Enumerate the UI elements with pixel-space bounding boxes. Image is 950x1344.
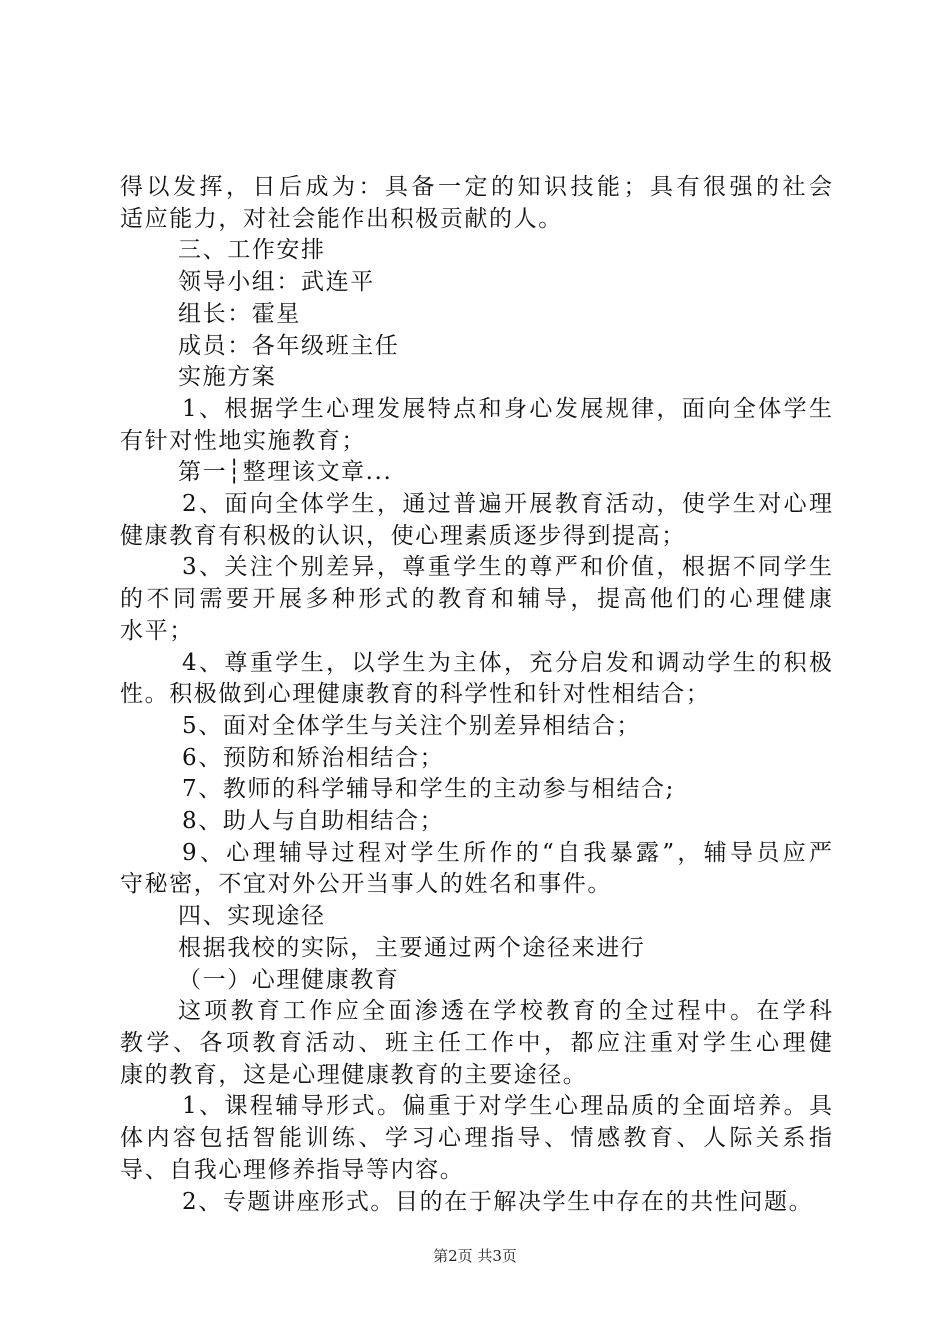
text-line: 9、心理辅导过程对学生所作的“自我暴露”，辅导员应严 xyxy=(182,839,832,866)
text-line: 的不同需要开展多种形式的教育和辅导，提高他们的心理健康 xyxy=(120,586,832,613)
text-line: 4、尊重学生，以学生为主体，充分启发和调动学生的积极 xyxy=(182,649,832,676)
subsection-heading: 实施方案 xyxy=(178,364,277,391)
page-number-footer: 第2页 共3页 xyxy=(433,1247,517,1265)
section-heading: 四、实现途径 xyxy=(178,903,326,930)
text-line: 守秘密，不宜对外公开当事人的姓名和事件。 xyxy=(120,871,612,898)
subsection-heading: （一）心理健康教育 xyxy=(178,966,400,993)
document-body xyxy=(120,172,832,1218)
text-line: 性。积极做到心理健康教育的科学性和针对性相结合； xyxy=(120,681,711,708)
text-line: 第一┆整理该文章... xyxy=(178,459,393,486)
text-line: 5、面对全体学生与关注个别差异相结合； xyxy=(182,712,642,739)
text-line: 根据我校的实际，主要通过两个途径来进行 xyxy=(178,934,646,961)
text-line: 3、关注个别差异，尊重学生的尊严和价值，根据不同学生 xyxy=(182,554,832,581)
text-line: 组长：霍星 xyxy=(178,300,301,327)
text-line: 导、自我心理修养指导等内容。 xyxy=(120,1156,465,1183)
text-line: 这项教育工作应全面渗透在学校教育的全过程中。在学科 xyxy=(178,998,832,1025)
text-line: 成员：各年级班主任 xyxy=(178,332,400,359)
text-line: 得以发挥，日后成为：具备一定的知识技能；具有很强的社会 xyxy=(120,174,832,200)
section-heading: 三、工作安排 xyxy=(178,237,326,264)
text-line: 有针对性地实施教育； xyxy=(120,427,366,454)
text-line: 2、专题讲座形式。目的在于解决学生中存在的共性问题。 xyxy=(182,1188,814,1215)
text-line: 体内容包括智能训练、学习心理指导、情感教育、人际关系指 xyxy=(120,1125,832,1152)
text-line: 6、预防和矫治相结合； xyxy=(182,744,445,771)
text-line: 教学、各项教育活动、班主任工作中，都应注重对学生心理健 xyxy=(120,1029,832,1056)
text-line: 1、根据学生心理发展特点和身心发展规律，面向全体学生 xyxy=(182,395,832,422)
text-line: 8、助人与自助相结合； xyxy=(182,808,445,835)
text-line: 7、教师的科学辅导和学生的主动参与相结合; xyxy=(182,776,675,803)
text-line: 1、课程辅导形式。偏重于对学生心理品质的全面培养。具 xyxy=(182,1093,832,1120)
text-line: 健康教育有积极的认识，使心理素质逐步得到提高； xyxy=(120,522,686,549)
text-line: 水平； xyxy=(120,617,194,644)
text-line: 适应能力，对社会能作出积极贡献的人。 xyxy=(120,205,563,232)
text-line: 领导小组：武连平 xyxy=(178,269,375,296)
text-line: 康的教育，这是心理健康教育的主要途径。 xyxy=(120,1061,588,1088)
text-line: 2、面向全体学生，通过普遍开展教育活动，使学生对心理 xyxy=(182,491,832,518)
